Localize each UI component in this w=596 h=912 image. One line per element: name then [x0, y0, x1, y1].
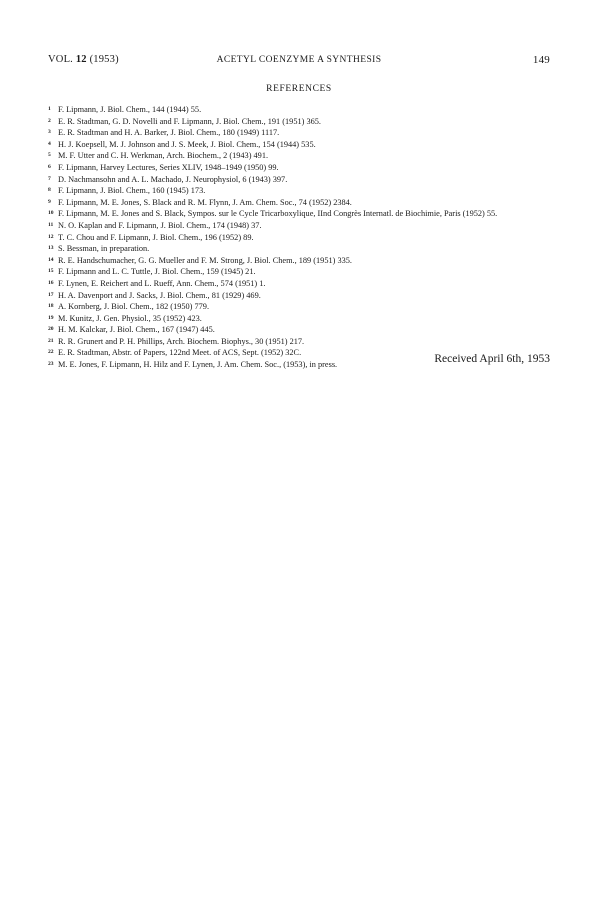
reference-item: [48, 266, 553, 278]
reference-item: [48, 150, 553, 162]
reference-item: [48, 174, 553, 186]
reference-list: [48, 104, 553, 371]
received-date: Received April 6th, 1953: [434, 353, 550, 365]
reference-number: 19: [48, 314, 54, 321]
reference-item: [48, 116, 553, 128]
reference-item: [48, 139, 553, 151]
reference-text: F. Lipmann, J. Biol. Chem., 144 (1944) 55.: [58, 105, 202, 114]
reference-item: [48, 232, 553, 244]
reference-item: [48, 278, 553, 290]
reference-number: 3: [48, 129, 51, 136]
page-number: 149: [532, 54, 550, 66]
reference-number: 8: [48, 187, 51, 194]
reference-number: 4: [48, 140, 51, 147]
reference-text: F. Lipmann, J. Biol. Chem., 160 (1945) 173.: [58, 186, 206, 196]
reference-number: 10: [48, 210, 54, 217]
reference-number: 1: [48, 106, 51, 112]
reference-text: F. Lipmann, M. E. Jones and S. Black, Sympos. sur le Cycle Tricarboxylique, IInd Congrès Internatl. de Biochimie, Paris (1952) 55.: [58, 209, 498, 219]
reference-text: E. R. Stadtman, Abstr. of Papers, 122nd Meet. of ACS, Sept. (1952) 32C.: [58, 348, 302, 358]
reference-number: 14: [48, 256, 54, 263]
reference-text: F. Lipmann, M. E. Jones, S. Black and R. M. Flynn, J. Am. Chem. Soc., 74 (1952) 2384.: [58, 197, 352, 207]
reference-number: 22: [48, 349, 54, 356]
reference-item: [48, 208, 553, 220]
reference-text: R. R. Grunert and P. H. Phillips, Arch. Biochem. Biophys., 30 (1951) 217.: [58, 336, 305, 346]
reference-item: [48, 324, 553, 336]
reference-text: H. A. Davenport and J. Sacks, J. Biol. Chem., 81 (1929) 469.: [58, 290, 261, 300]
reference-number: 23: [48, 361, 54, 368]
reference-text: H. J. Koepsell, M. J. Johnson and J. S. Meek, J. Biol. Chem., 154 (1944) 535.: [58, 139, 316, 149]
reference-item: [48, 336, 553, 348]
reference-item: [48, 290, 553, 302]
reference-number: 20: [48, 326, 54, 333]
reference-text: E. R. Stadtman, G. D. Novelli and F. Lipmann, J. Biol. Chem., 191 (1951) 365.: [58, 116, 321, 126]
reference-number: 17: [48, 291, 54, 298]
volume-prefix: VOL.: [48, 54, 74, 65]
reference-number: 2: [48, 117, 51, 124]
reference-number: 13: [48, 245, 54, 252]
running-head: [48, 54, 550, 70]
reference-item: [48, 162, 553, 174]
reference-text: D. Nachmansohn and A. L. Machado, J. Neurophysiol, 6 (1943) 397.: [58, 174, 288, 184]
reference-text: E. R. Stadtman and H. A. Barker, J. Biol. Chem., 180 (1949) 1117.: [58, 128, 280, 138]
reference-item: [48, 301, 553, 313]
reference-text: F. Lynen, E. Reichert and L. Rueff, Ann. Chem., 574 (1951) 1.: [58, 278, 266, 288]
reference-text: F. Lipmann and L. C. Tuttle, J. Biol. Chem., 159 (1945) 21.: [58, 267, 256, 277]
reference-number: 6: [48, 163, 51, 170]
reference-text: A. Kornberg, J. Biol. Chem., 182 (1950) 779.: [58, 302, 210, 312]
volume-number: 12: [75, 54, 87, 65]
reference-number: 11: [48, 221, 54, 228]
reference-number: 15: [48, 268, 54, 275]
reference-item: [48, 104, 553, 116]
reference-item: [48, 197, 553, 209]
reference-item: [48, 313, 553, 325]
reference-text: R. E. Handschumacher, G. G. Mueller and F. M. Strong, J. Biol. Chem., 189 (1951) 335.: [58, 255, 352, 265]
reference-text: H. M. Kalckar, J. Biol. Chem., 167 (1947) 445.: [58, 325, 215, 335]
reference-number: 16: [48, 279, 54, 286]
reference-number: 7: [48, 175, 51, 182]
reference-number: 18: [48, 303, 54, 310]
reference-item: [48, 220, 553, 232]
reference-item: [48, 185, 553, 197]
reference-item: [48, 127, 553, 139]
reference-text: M. Kunitz, J. Gen. Physiol., 35 (1952) 423.: [58, 313, 202, 323]
reference-text: T. C. Chou and F. Lipmann, J. Biol. Chem., 196 (1952) 89.: [58, 232, 254, 242]
reference-text: M. F. Utter and C. H. Werkman, Arch. Biochem., 2 (1943) 491.: [58, 151, 269, 161]
running-title: ACETYL COENZYME A SYNTHESIS: [216, 55, 382, 65]
reference-item: [48, 243, 553, 255]
reference-item: [48, 255, 553, 267]
reference-text: S. Bessman, in preparation.: [58, 244, 150, 254]
reference-text: N. O. Kaplan and F. Lipmann, J. Biol. Chem., 174 (1948) 37.: [58, 220, 262, 230]
reference-number: 5: [48, 152, 51, 159]
reference-number: 9: [48, 198, 51, 205]
volume-year: (1953): [89, 54, 119, 65]
reference-number: 12: [48, 233, 54, 240]
reference-text: F. Lipmann, Harvey Lectures, Series XLIV, 1948–1949 (1950) 99.: [58, 162, 279, 172]
references-heading: REFERENCES: [266, 84, 332, 94]
reference-text: M. E. Jones, F. Lipmann, H. Hilz and F. Lynen, J. Am. Chem. Soc., (1953), in press.: [58, 360, 338, 370]
reference-number: 21: [48, 337, 54, 344]
